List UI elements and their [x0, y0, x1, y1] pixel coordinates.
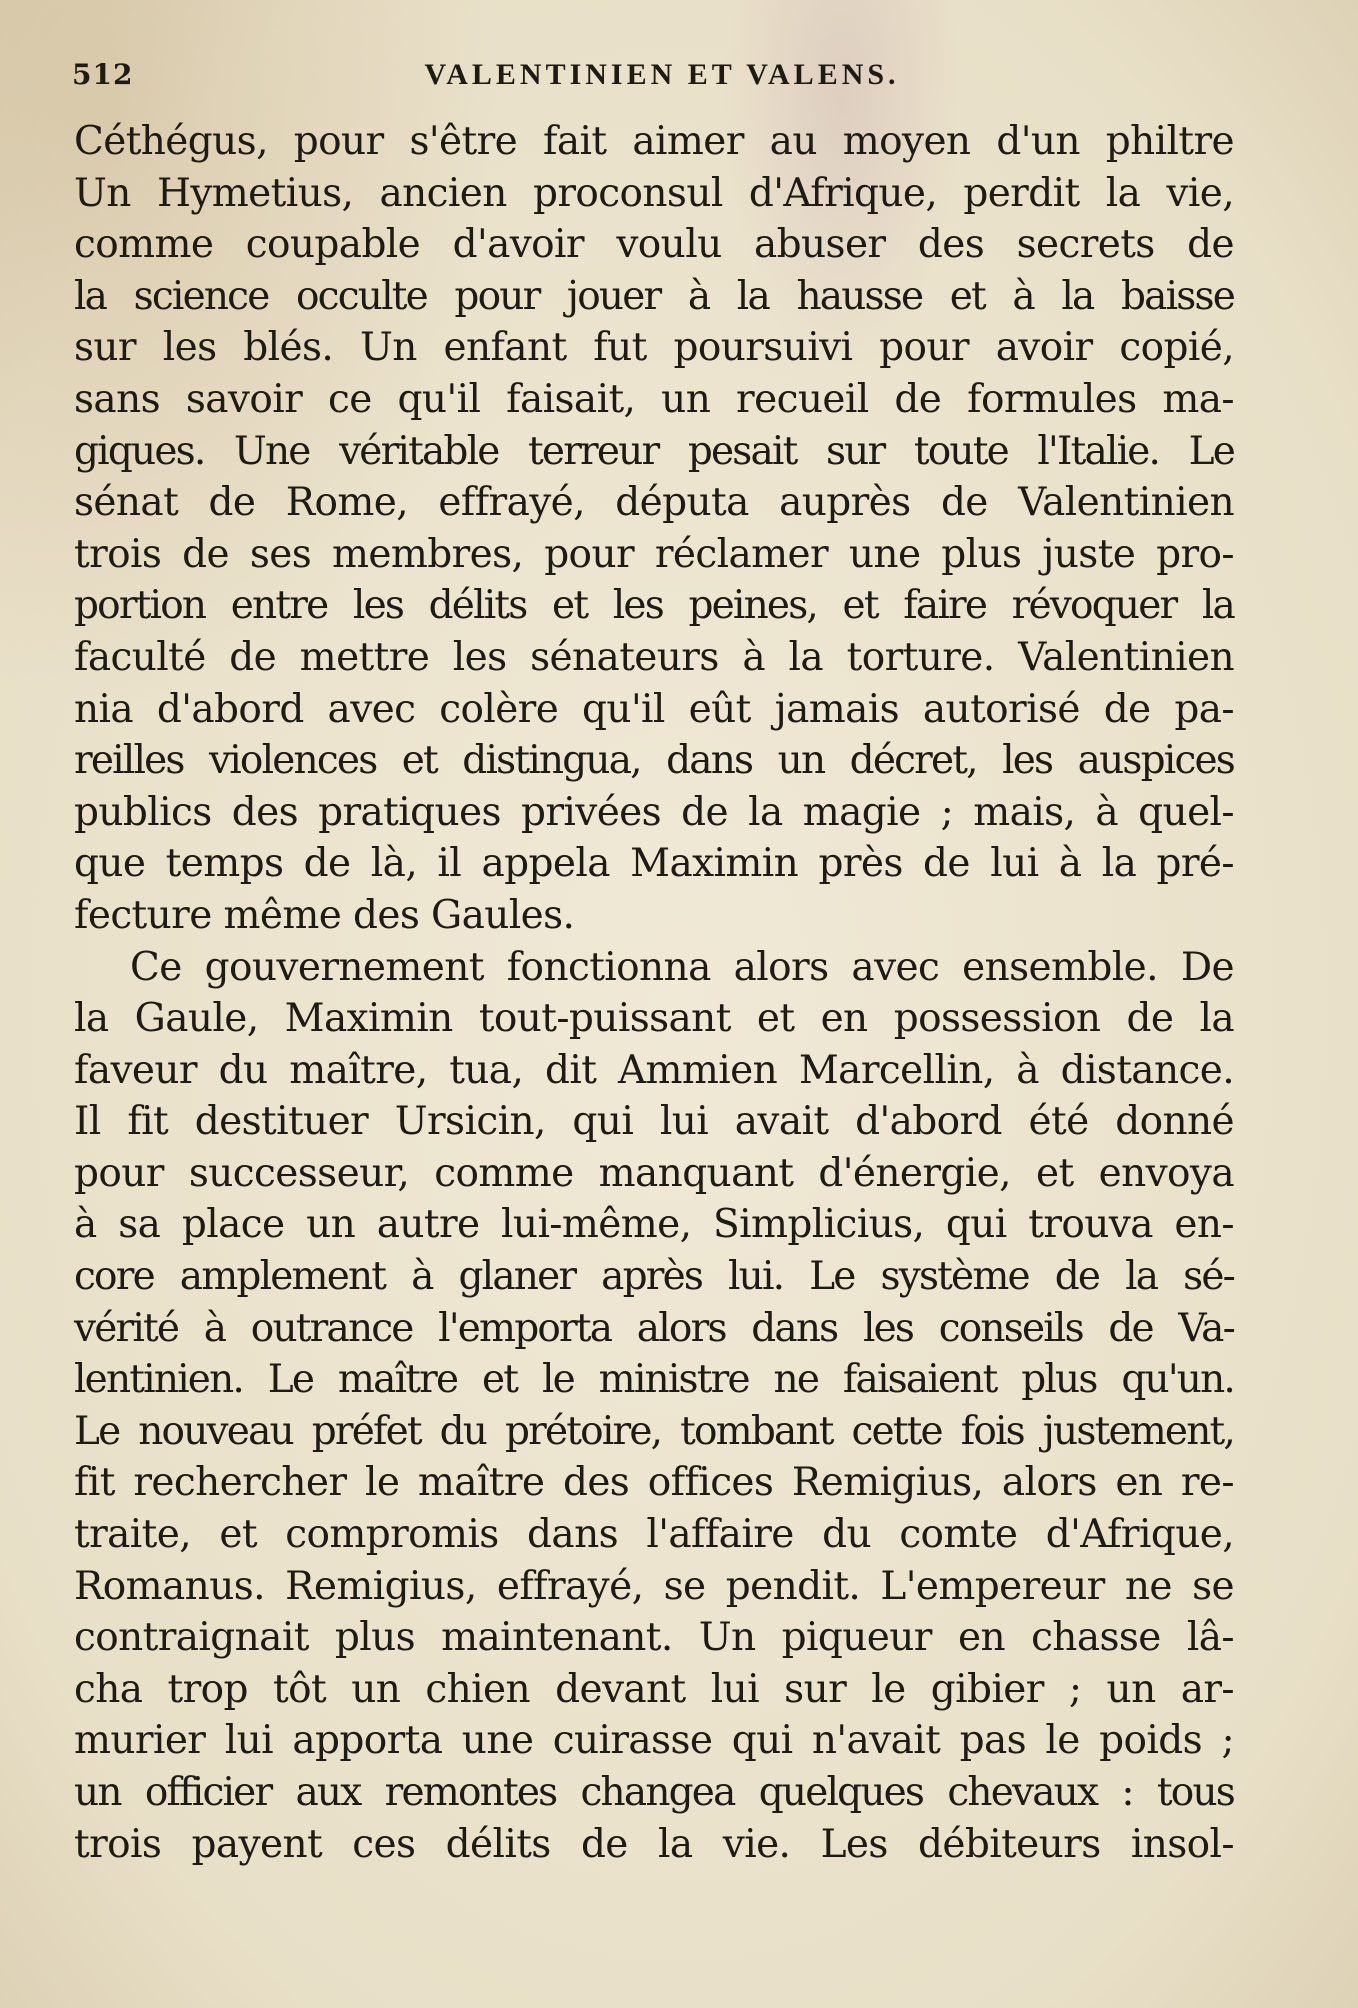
text-line: sur les blés. Un enfant fut poursuivi pour avoir copié, — [74, 325, 1234, 371]
text-line: giques. Une véritable terreur pesait sur toute l'Italie. Le — [74, 428, 1234, 474]
text-line: Ce gouvernement fonctionna alors avec ensemble. De — [130, 944, 1234, 990]
text-line: Le nouveau préfet du prétoire, tombant cette fois justement, — [74, 1408, 1234, 1454]
text-line: reilles violences et distingua, dans un décret, les auspices — [74, 738, 1234, 784]
text-line: vérité à outrance l'emporta alors dans les conseils de Va- — [74, 1305, 1234, 1351]
text-line: à sa place un autre lui-même, Simplicius, qui trouva en- — [74, 1202, 1234, 1248]
text-line: sénat de Rome, effrayé, députa auprès de Valentinien — [74, 480, 1234, 526]
text-line: faculté de mettre les sénateurs à la torture. Valentinien — [74, 634, 1234, 680]
text-line: la science occulte pour jouer à la hausse et à la baisse — [74, 273, 1234, 319]
running-title: VALENTINIEN ET VALENS. — [424, 58, 900, 91]
text-line: murier lui apporta une cuirasse qui n'avait pas le poids ; — [74, 1718, 1234, 1764]
text-line: que temps de là, il appela Maximin près de lui à la pré- — [74, 841, 1234, 887]
text-line: nia d'abord avec colère qu'il eût jamais autorisé de pa- — [74, 686, 1234, 732]
text-line: portion entre les délits et les peines, et faire révoquer la — [74, 583, 1234, 629]
body-text — [74, 116, 1234, 1870]
page-header — [72, 58, 1252, 98]
text-line: faveur du maître, tua, dit Ammien Marcellin, à distance. — [74, 1047, 1234, 1093]
text-line: publics des pratiques privées de la magie ; mais, à quel- — [74, 789, 1234, 835]
text-line: sans savoir ce qu'il faisait, un recueil de formules ma- — [74, 376, 1234, 422]
text-line: Céthégus, pour s'être fait aimer au moyen d'un philtre — [74, 119, 1234, 164]
text-line: trois payent ces délits de la vie. Les débiteurs insol- — [74, 1821, 1234, 1867]
paragraph-1 — [74, 116, 1234, 942]
paragraph-2 — [74, 942, 1234, 1871]
text-line: cha trop tôt un chien devant lui sur le gibier ; un ar- — [74, 1666, 1234, 1712]
text-line: fit rechercher le maître des offices Remigius, alors en re- — [74, 1460, 1234, 1506]
text-line: lentinien. Le maître et le ministre ne faisaient plus qu'un. — [74, 1357, 1234, 1403]
text-line: comme coupable d'avoir voulu abuser des secrets de — [74, 222, 1234, 268]
text-line: traite, et compromis dans l'affaire du comte d'Afrique, — [74, 1512, 1234, 1558]
text-line: Un Hymetius, ancien proconsul d'Afrique, perdit la vie, — [74, 170, 1234, 216]
text-line: trois de ses membres, pour réclamer une plus juste pro- — [74, 531, 1234, 577]
text-line: contraignait plus maintenant. Un piqueur en chasse lâ- — [74, 1615, 1234, 1661]
text-line: Romanus. Remigius, effrayé, se pendit. L'empereur ne se — [74, 1563, 1234, 1609]
text-line: Il fit destituer Ursicin, qui lui avait d'abord été donné — [74, 1099, 1234, 1145]
text-line: la Gaule, Maximin tout-puissant et en possession de la — [74, 996, 1234, 1042]
text-line: core amplement à glaner après lui. Le système de la sé- — [74, 1254, 1234, 1300]
text-line: un officier aux remontes changea quelques chevaux : tous — [74, 1770, 1234, 1815]
text-line: pour successeur, comme manquant d'énergie, et envoya — [74, 1150, 1234, 1196]
text-line: fecture même des Gaules. — [74, 892, 575, 938]
page-number: 512 — [72, 58, 134, 91]
